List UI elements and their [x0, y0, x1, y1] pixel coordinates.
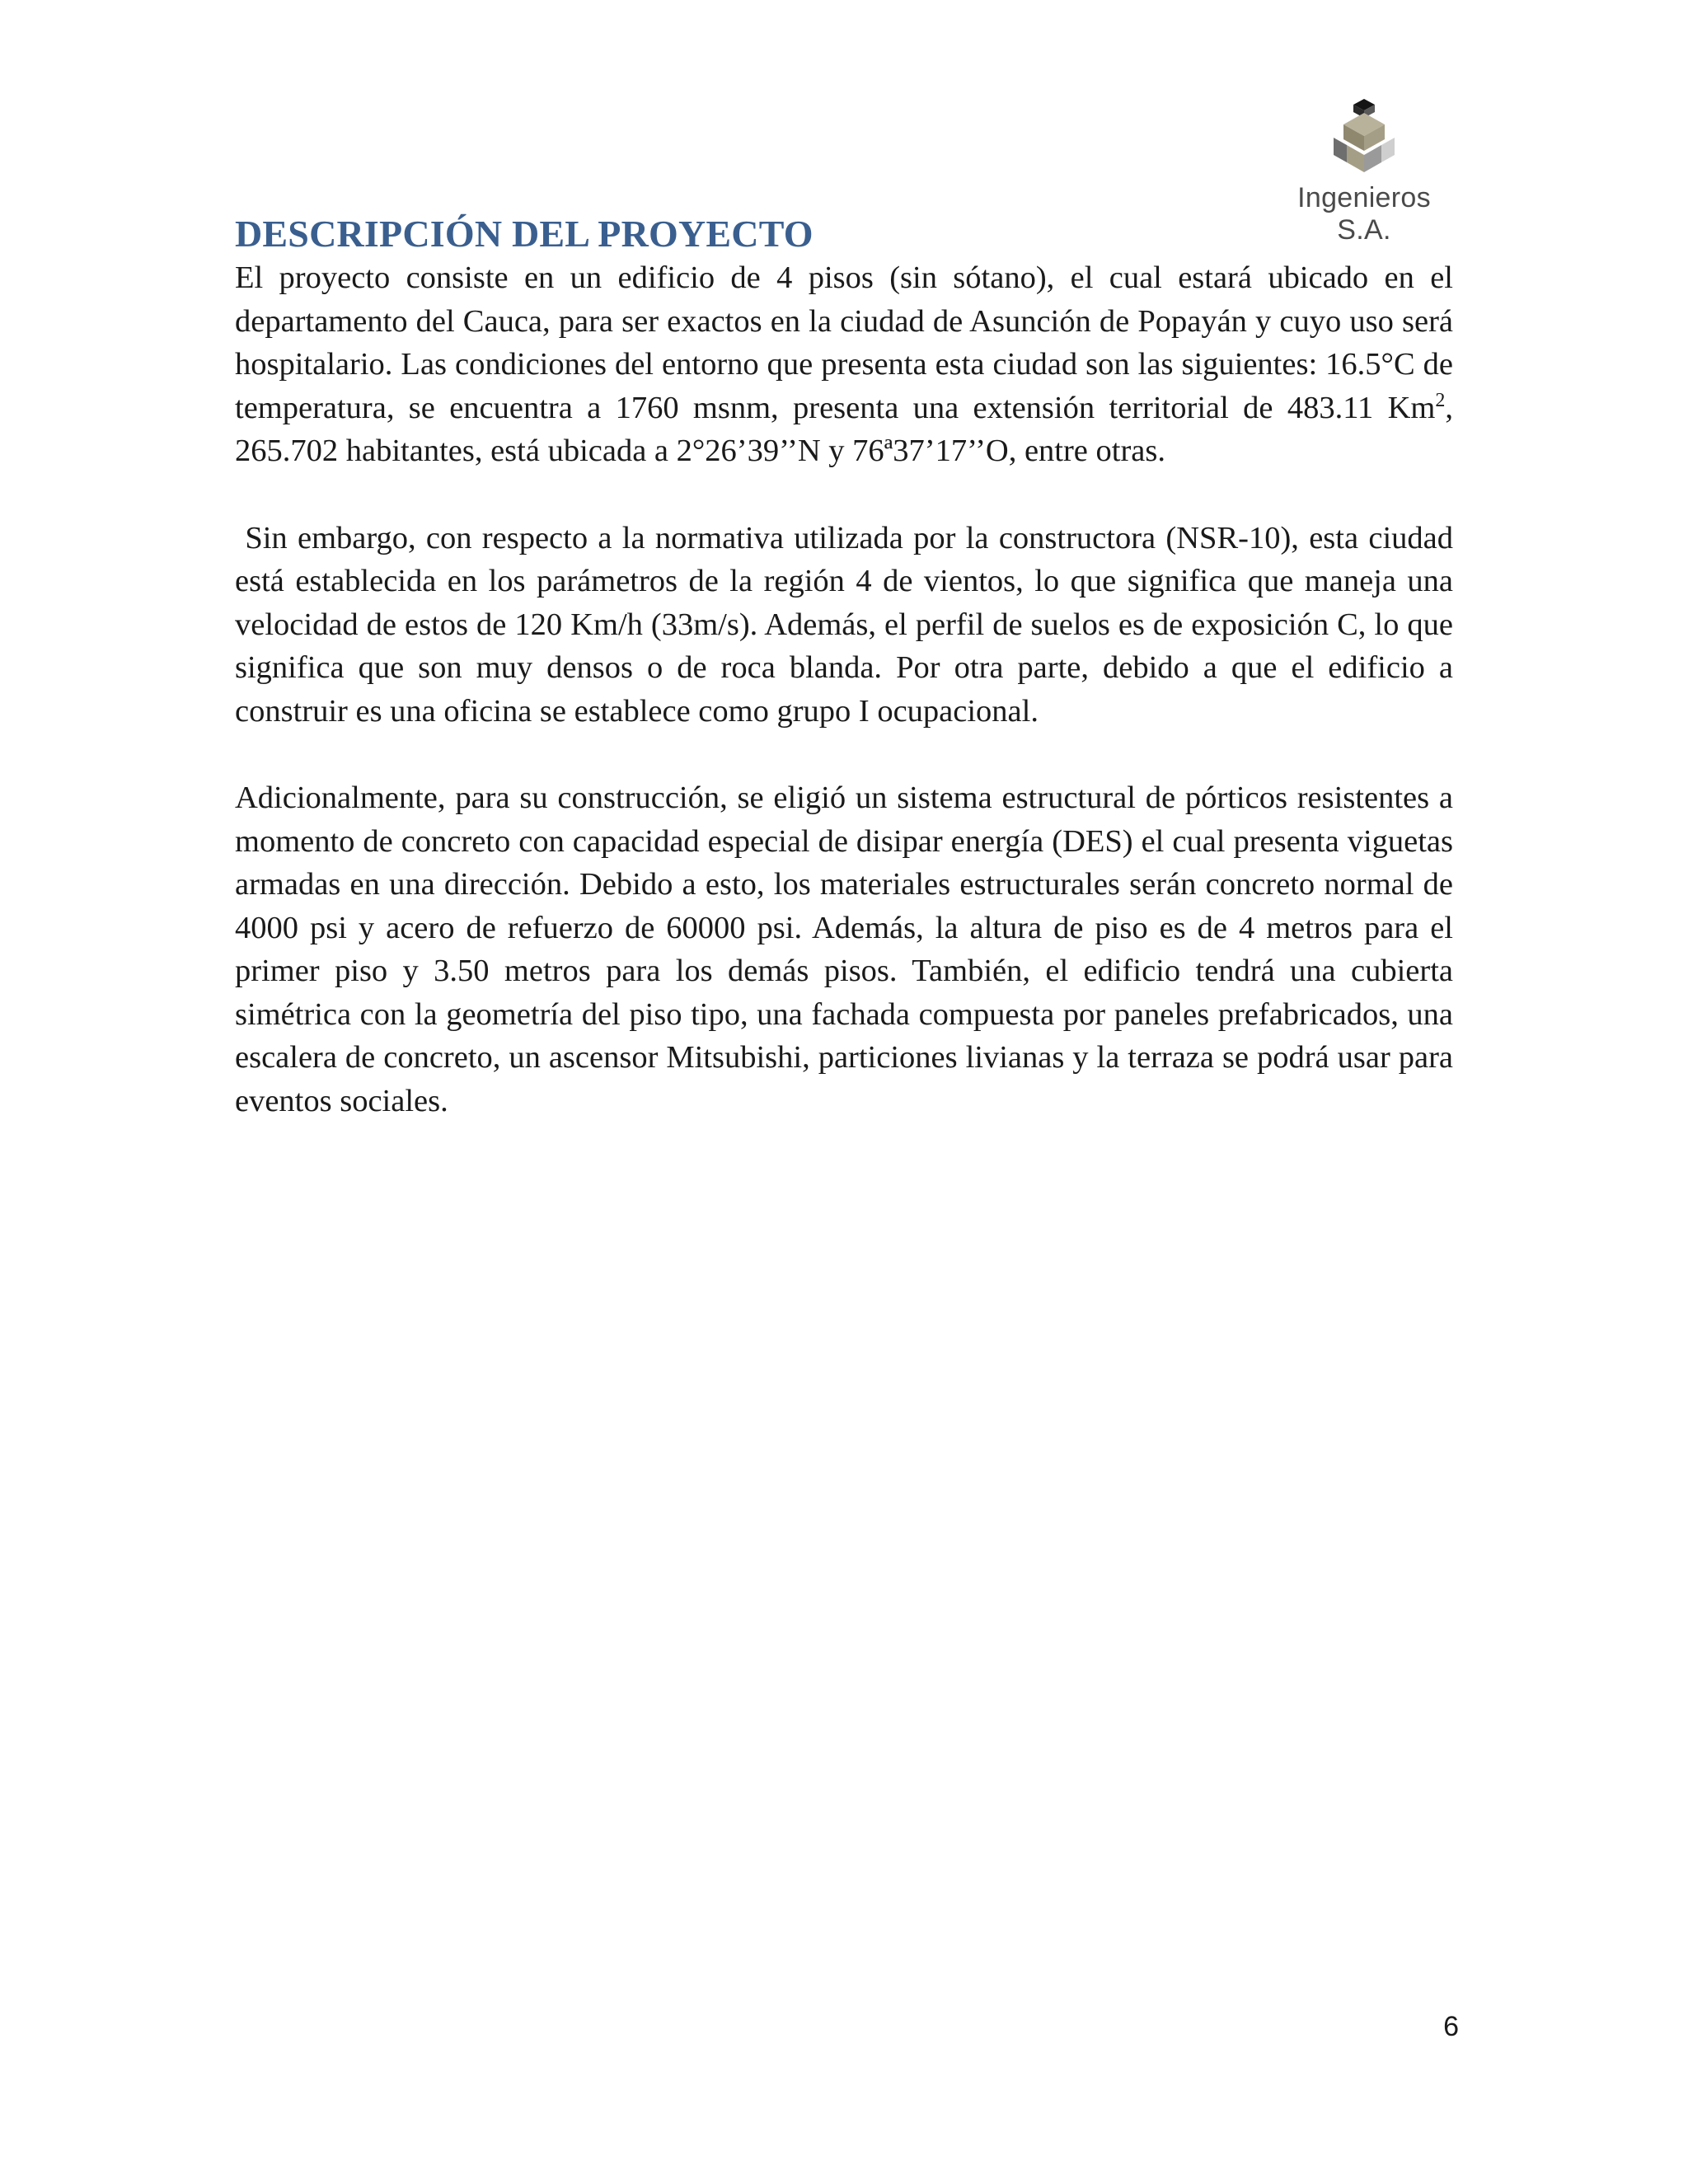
paragraph-1-text-end: , 265.702 habitantes, está ubicada a 2°26’39’’N y 76ª37’17’’O, entre otras.	[235, 390, 1453, 468]
paragraph-construction: Adicionalmente, para su construcción, se eligió un sistema estructural de pórticos resistentes a momento de concreto con capacidad especial de disipar energía (DES) el cual presenta viguetas armadas en una dirección. Debido a esto, los materiales estructurales serán concreto normal de 4000 psi y acero de refuerzo de 60000 psi. Además, la altura de piso es de 4 metros para el primer piso y 3.50 metros para los demás pisos. También, el edificio tendrá una cubierta simétrica con la geometría del piso tipo, una fachada compuesta por paneles prefabricados, una escalera de concreto, un ascensor Mitsubishi, particiones livianas y la terraza se podrá usar para eventos sociales.	[235, 780, 1453, 1118]
stacked-cubes-logo-icon	[1327, 95, 1401, 177]
company-logo	[1273, 95, 1455, 246]
paragraph-project-description	[235, 256, 1453, 473]
paragraph-1-text: El proyecto consiste en un edificio de 4 pisos (sin sótano), el cual estará ubicado en el departamento del Cauca, para ser exactos en la ciudad de Asunción de Popayán y cuyo uso será hospitalario. Las condiciones del entorno que presenta esta ciudad son las siguientes: 16.5°C de temperatura, se encuentra a 1760 msnm, presenta una extensión territorial de 483.11 Km	[235, 260, 1453, 425]
company-name: Ingenieros S.A.	[1297, 182, 1431, 246]
paragraph-regulations: Sin embargo, con respecto a la normativa utilizada por la constructora (NSR-10), esta ciudad está establecida en los parámetros de la región 4 de vientos, lo que significa que maneja una velocidad de estos de 120 Km/h (33m/s). Además, el perfil de suelos es de exposición C, lo que significa que son muy densos o de roca blanda. Por otra parte, debido a que el edificio a construir es una oficina se establece como grupo I ocupacional.	[235, 520, 1461, 729]
section-title: DESCRIPCIÓN DEL PROYECTO	[235, 213, 814, 255]
page-number: 6	[1443, 2011, 1459, 2042]
document-body	[235, 210, 1461, 1122]
superscript-2: 2	[1435, 389, 1446, 411]
